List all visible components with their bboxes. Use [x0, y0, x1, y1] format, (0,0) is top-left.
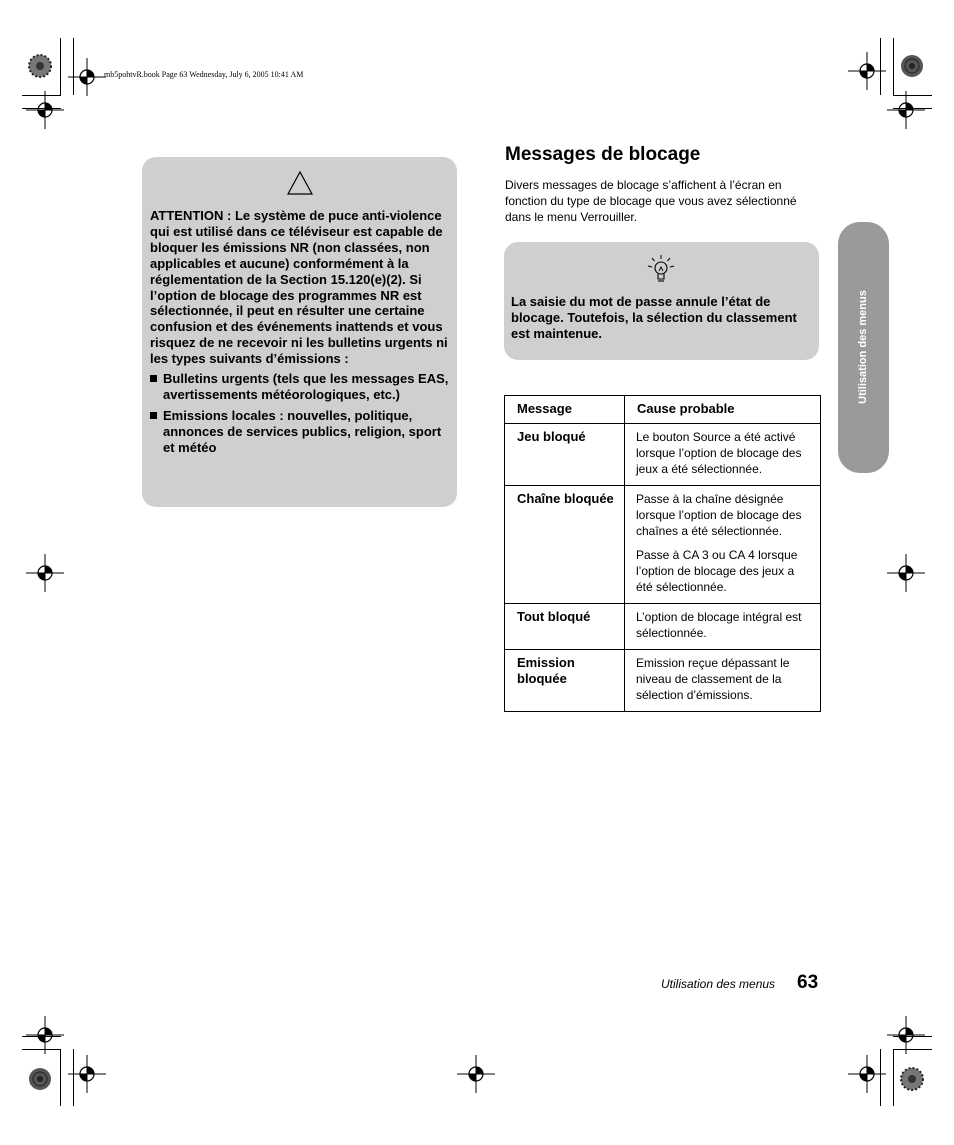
section-intro: Divers messages de blocage s’affichent à l’écran en fonction du type de blocage que vous avez sélectionné dans le menu Verrouiller.	[505, 178, 797, 224]
cause-text: Le bouton Source a été activé lorsque l’option de blocage des jeux a été sélectionnée.	[636, 430, 802, 476]
cause-cell	[625, 604, 821, 650]
registration-mark-icon	[26, 91, 64, 129]
cause-cell	[625, 424, 821, 486]
registration-mark-icon	[26, 1016, 64, 1054]
lightbulb-icon	[646, 254, 676, 286]
file-info-header: mb5pohtvR.book Page 63 Wednesday, July 6, 2005 10:41 AM	[104, 70, 304, 79]
registration-mark-icon	[68, 58, 106, 96]
cause-text: Passe à CA 3 ou CA 4 lorsque l’option de blocage des jeux a été sélectionnée.	[636, 548, 798, 594]
chapter-tab-label: Utilisation des menus	[857, 290, 869, 404]
cause-cell	[625, 486, 821, 604]
calibration-wheel-icon	[28, 54, 52, 78]
table-header-row	[505, 396, 821, 424]
registration-mark-icon	[457, 1055, 495, 1093]
calibration-wheel-icon	[900, 54, 924, 78]
cause-text: L’option de blocage intégral est sélectionnée.	[636, 610, 802, 640]
warning-bullet-list	[150, 371, 450, 456]
message-cell: Jeu bloqué	[505, 424, 625, 486]
registration-mark-icon	[848, 1055, 886, 1093]
footer-chapter-label: Utilisation des menus	[661, 977, 776, 991]
message-cell: Chaîne bloquée	[505, 486, 625, 604]
blocking-messages-table	[504, 395, 821, 712]
registration-mark-icon	[848, 52, 886, 90]
bullet-text: Bulletins urgents (tels que les messages EAS, avertissements météorologiques, etc.)	[163, 371, 449, 402]
table-row	[505, 424, 821, 486]
cause-cell	[625, 650, 821, 712]
cause-text: Passe à la chaîne désignée lorsque l’option de blocage des chaînes a été sélectionnée.	[636, 492, 802, 538]
warning-paragraph: ATTENTION : Le système de puce anti-violence qui est utilisé dans ce téléviseur est capable de bloquer les émissions NR (non classées, non applicables et aucune) conformément à la réglementation de la Section 15.120(e)(2). Si l’option de blocage des programmes NR est sélectionnée, il peut en résulter une certaine confusion et des événements inattends et vous risquez de ne recevoir ni les bulletins urgents ni les types suivants d’émissions :	[150, 208, 448, 367]
registration-mark-icon	[887, 1016, 925, 1054]
warning-bullet	[150, 371, 450, 403]
cause-text: Emission reçue dépassant le niveau de classement de la sélection d’émissions.	[636, 656, 790, 702]
page-number: 63	[797, 972, 819, 993]
section-title: Messages de blocage	[505, 144, 701, 165]
column-header: Cause probable	[625, 396, 821, 424]
table-row	[505, 604, 821, 650]
calibration-wheel-icon	[900, 1067, 924, 1091]
tip-text: La saisie du mot de passe annule l’état de blocage. Toutefois, la sélection du classement est maintenue.	[511, 294, 797, 341]
registration-mark-icon	[887, 91, 925, 129]
message-cell: Emission bloquée	[505, 650, 625, 712]
registration-mark-icon	[26, 554, 64, 592]
table-row	[505, 650, 821, 712]
bullet-square-icon	[150, 412, 157, 419]
calibration-wheel-icon	[28, 1067, 52, 1091]
column-header: Message	[505, 396, 625, 424]
bullet-square-icon	[150, 375, 157, 382]
message-cell: Tout bloqué	[505, 604, 625, 650]
warning-bullet	[150, 408, 450, 456]
registration-mark-icon	[68, 1055, 106, 1093]
warning-text	[150, 208, 450, 461]
warning-triangle-icon	[142, 170, 457, 201]
table-row	[505, 486, 821, 604]
bullet-text: Emissions locales : nouvelles, politique, annonces de services publics, religion, sport et météo	[163, 407, 442, 455]
registration-mark-icon	[887, 554, 925, 592]
